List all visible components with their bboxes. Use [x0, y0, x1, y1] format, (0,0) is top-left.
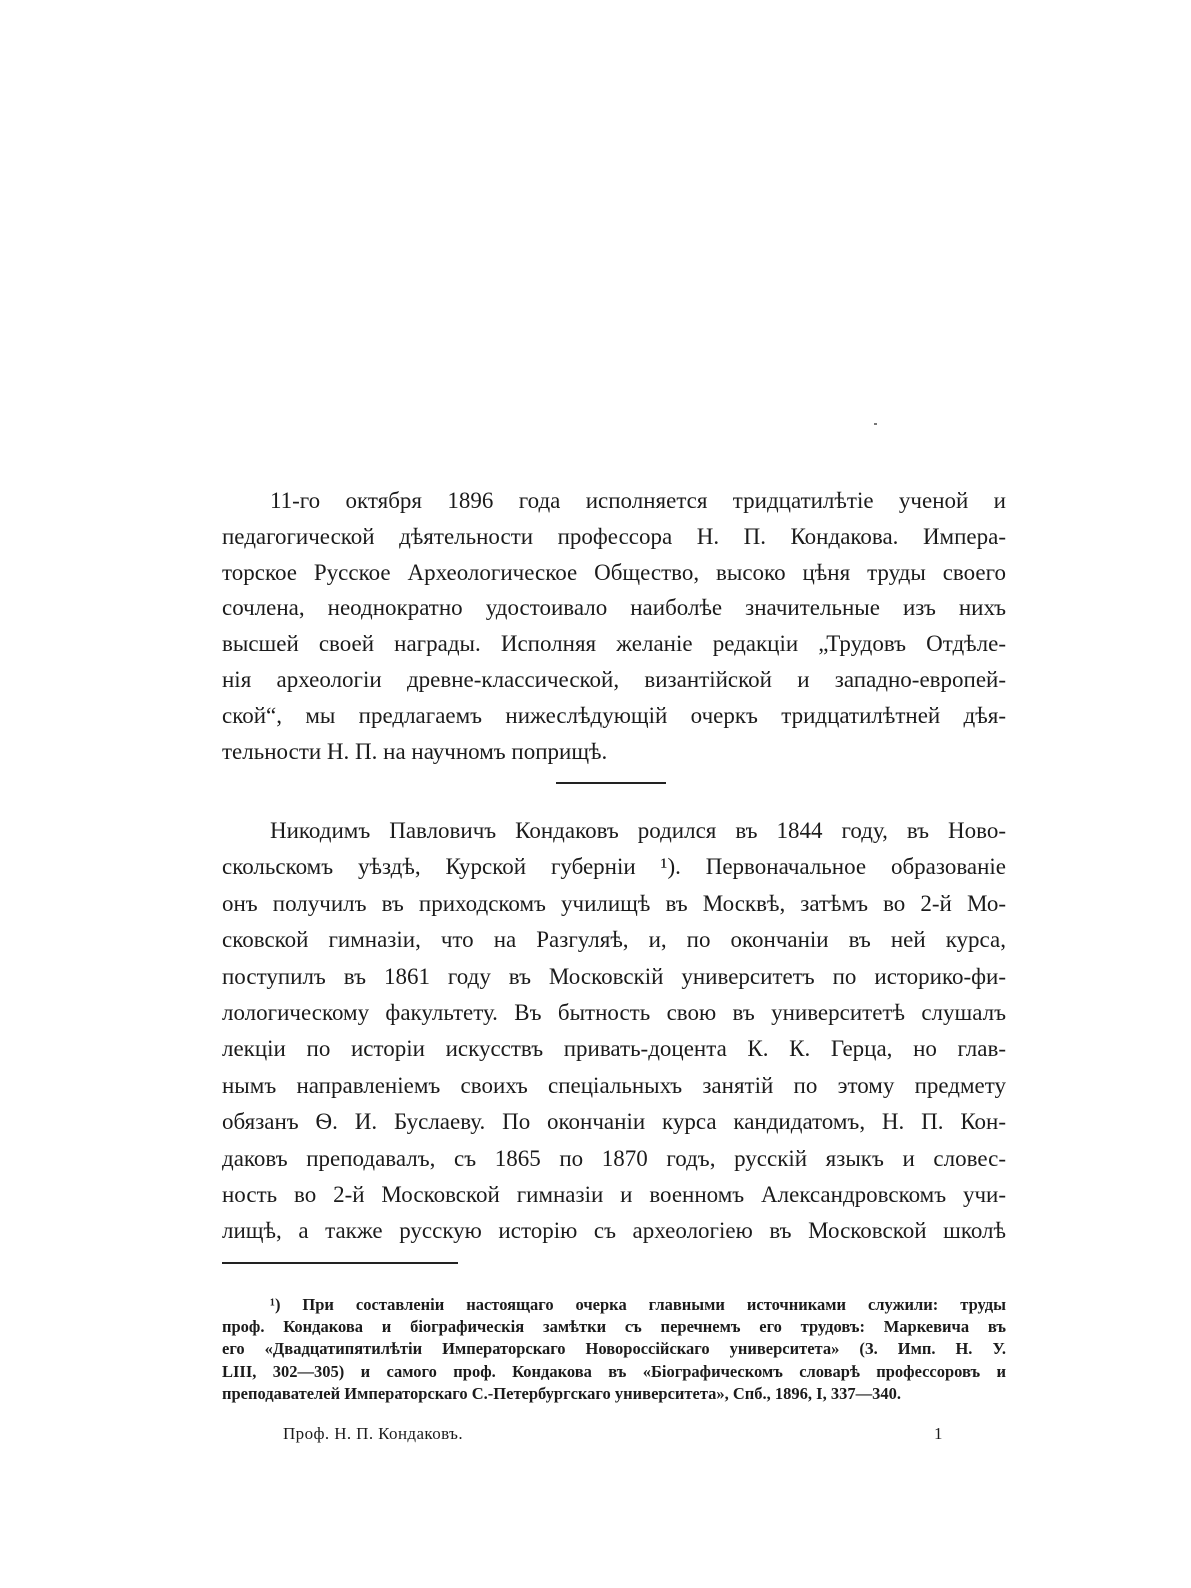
footnote	[222, 1294, 1006, 1405]
footnote-line: ¹) При составленіи настоящаго очерка главными источниками служили: труды	[270, 1295, 1006, 1314]
intro-line: педагогической дѣятельности профессора Н. П. Кондакова. Импера-	[222, 523, 1006, 549]
main-paragraph	[222, 813, 1006, 1250]
footnote-line: LIII, 302—305) и самого проф. Кондакова въ «Біографическомъ словарѣ профессоровъ и	[222, 1361, 1006, 1381]
main-line: обязанъ Ѳ. И. Буслаеву. По окончаніи курса кандидатомъ, Н. П. Кон-	[222, 1109, 1006, 1135]
footnote-line: его «Двадцатипятилѣтіи Императорскаго Новороссійскаго университета» (З. Имп. Н. У.	[222, 1339, 1006, 1359]
main-line: Никодимъ Павловичъ Кондаковъ родился въ 1844 году, въ Ново-	[270, 818, 1006, 843]
intro-line: тельности Н. П. на научномъ поприщѣ.	[222, 738, 608, 764]
main-line: поступилъ въ 1861 году въ Московскій университетъ по историко-фи-	[222, 963, 1006, 989]
main-line: ность во 2-й Московской гимназіи и военномъ Александровскомъ учи-	[222, 1182, 1006, 1208]
footnote-line: преподавателей Императорскаго С.-Петербургскаго университета», Спб., 1896, I, 337—340.	[222, 1383, 901, 1403]
intro-line: высшей своей награды. Исполняя желаніе редакціи „Трудовъ Отдѣле-	[222, 631, 1006, 657]
intro-paragraph	[222, 483, 1006, 769]
main-line: лологическому факультету. Въ бытность свою въ университетѣ слушалъ	[222, 1000, 1006, 1026]
stray-mark	[874, 423, 877, 425]
main-line: нымъ направленіемъ своихъ спеціальныхъ занятій по этому предмету	[222, 1072, 1006, 1098]
intro-line: торское Русское Археологическое Общество, высоко цѣня труды своего	[222, 559, 1006, 585]
intro-line: сочлена, неоднократно удостоивало наиболѣе значительные изъ нихъ	[222, 595, 1006, 621]
intro-line: ской“, мы предлагаемъ нижеслѣдующій очеркъ тридцатилѣтней дѣя-	[222, 702, 1006, 728]
intro-line: 11-го октября 1896 года исполняется тридцатилѣтіе ученой и	[270, 488, 1006, 513]
main-line: лекціи по исторіи искусствъ привать-доцента К. К. Герца, но глав-	[222, 1036, 1006, 1062]
footnote-line: проф. Кондакова и біографическія замѣтки съ перечнемъ его трудовъ: Маркевича въ	[222, 1317, 1006, 1337]
section-separator	[556, 782, 666, 784]
main-line: сковской гимназіи, что на Разгуляѣ, и, по окончаніи въ ней курса,	[222, 927, 1006, 953]
main-line: онъ получилъ въ приходскомъ училищѣ въ Москвѣ, затѣмъ во 2-й Мо-	[222, 890, 1006, 916]
running-footer: Проф. Н. П. Кондаковъ.	[283, 1424, 463, 1443]
main-line: лищѣ, а также русскую исторію съ археологіею въ Московской школѣ	[222, 1218, 1006, 1244]
intro-line: нія археологіи древне-классической, византійской и западно-европей-	[222, 666, 1006, 692]
main-line: даковъ преподавалъ, съ 1865 по 1870 годъ, русскій языкъ и словес-	[222, 1145, 1006, 1171]
main-line: скольскомъ уѣздѣ, Курской губерніи ¹). Первоначальное образованіе	[222, 854, 1006, 880]
signature-mark: 1	[934, 1424, 943, 1443]
footnote-rule	[222, 1262, 458, 1264]
